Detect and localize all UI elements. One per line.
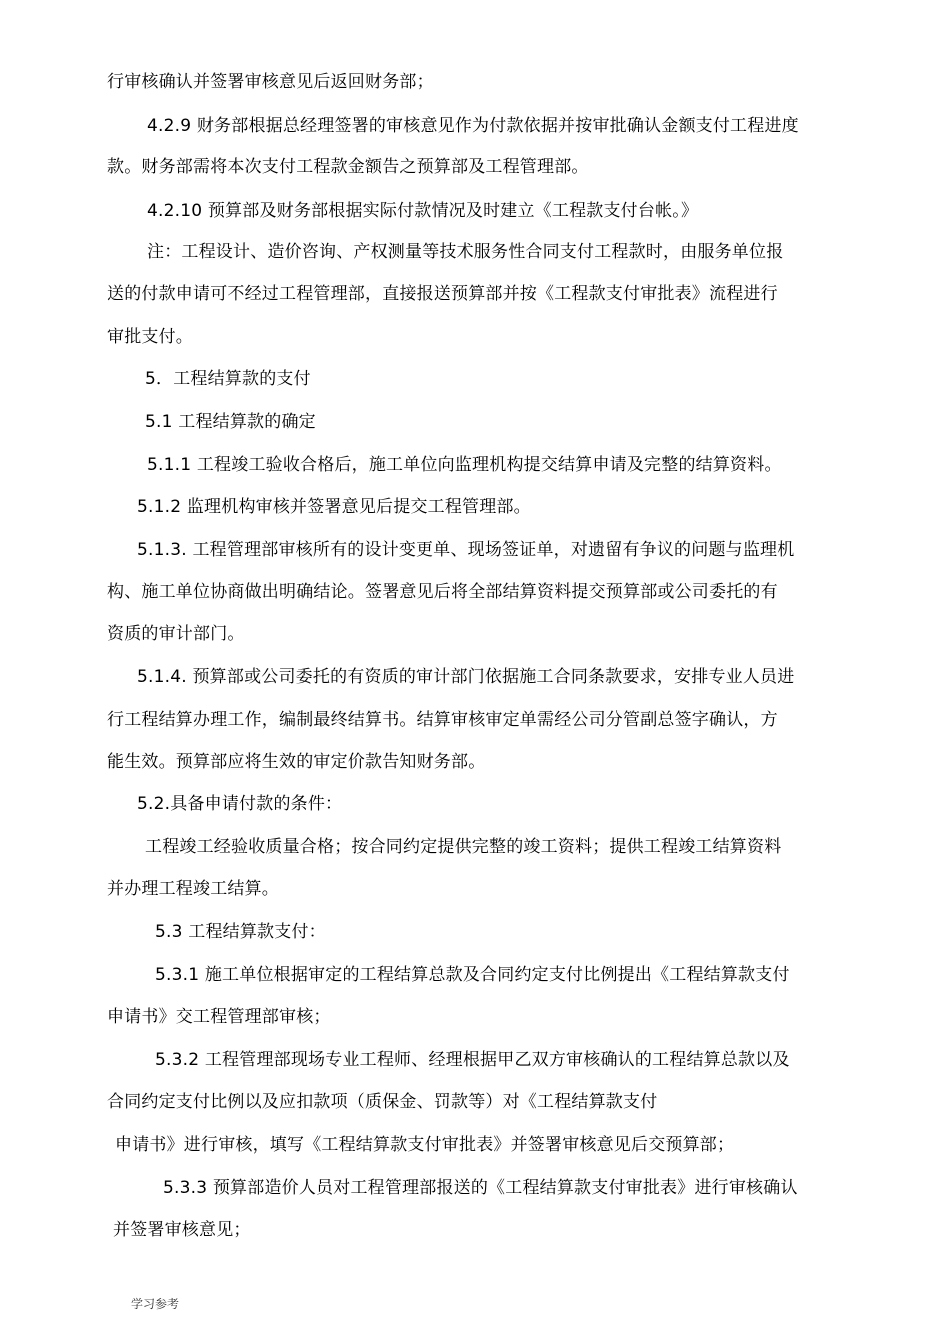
paragraph-line: 5.1.4. 预算部或公司委托的有资质的审计部门依据施工合同条款要求，安排专业人员进	[137, 667, 795, 687]
subsection-heading: 5.3 工程结算款支付：	[155, 922, 326, 942]
paragraph-line: 5.3.2 工程管理部现场专业工程师、经理根据甲乙双方审核确认的工程结算总款以及	[155, 1050, 790, 1070]
paragraph-line: 行审核确认并签署审核意见后返回财务部；	[107, 72, 434, 92]
paragraph-line: 审批支付。	[107, 327, 193, 347]
paragraph-line: 5.1.3. 工程管理部审核所有的设计变更单、现场签证单，对遗留有争议的问题与监理机	[137, 540, 795, 560]
paragraph-line: 注：工程设计、造价咨询、产权测量等技术服务性合同支付工程款时，由服务单位报	[147, 242, 784, 262]
paragraph-line: 并签署审核意见；	[113, 1220, 251, 1240]
paragraph-line: 5.3.1 施工单位根据审定的工程结算总款及合同约定支付比例提出《工程结算款支付	[155, 965, 790, 985]
paragraph-line: 并办理工程竣工结算。	[107, 879, 279, 899]
paragraph-line: 款。财务部需将本次支付工程款金额告之预算部及工程管理部。	[107, 157, 589, 177]
paragraph-line: 4.2.9 财务部根据总经理签署的审核意见作为付款依据并按审批确认金额支付工程进度	[147, 116, 799, 136]
paragraph-line: 能生效。预算部应将生效的审定价款告知财务部。	[107, 752, 486, 772]
section-heading: 5．工程结算款的支付	[145, 369, 311, 389]
paragraph-line: 5.3.3 预算部造价人员对工程管理部报送的《工程结算款支付审批表》进行审核确认	[163, 1178, 798, 1198]
paragraph-line: 构、施工单位协商做出明确结论。签署意见后将全部结算资料提交预算部或公司委托的有	[107, 582, 778, 602]
paragraph-line: 5.1.2 监理机构审核并签署意见后提交工程管理部。	[137, 497, 531, 517]
paragraph-line: 申请书》进行审核，填写《工程结算款支付审批表》并签署审核意见后交预算部；	[115, 1135, 735, 1155]
paragraph-line: 工程竣工经验收质量合格；按合同约定提供完整的竣工资料；提供工程竣工结算资料	[145, 837, 782, 857]
paragraph-line: 申请书》交工程管理部审核；	[107, 1007, 331, 1027]
subsection-heading: 5.1 工程结算款的确定	[145, 412, 316, 432]
page-footer: 学习参考	[131, 1297, 180, 1311]
paragraph-line: 送的付款申请可不经过工程管理部，直接报送预算部并按《工程款支付审批表》流程进行	[107, 284, 778, 304]
paragraph-line: 4.2.10 预算部及财务部根据实际付款情况及时建立《工程款支付台帐。》	[147, 201, 699, 221]
paragraph-line: 资质的审计部门。	[107, 624, 245, 644]
paragraph-line: 5.1.1 工程竣工验收合格后，施工单位向监理机构提交结算申请及完整的结算资料。	[147, 455, 782, 475]
paragraph-line: 行工程结算办理工作，编制最终结算书。结算审核审定单需经公司分管副总签字确认，方	[107, 710, 778, 730]
subsection-heading: 5.2.具备申请付款的条件：	[137, 794, 343, 814]
paragraph-line: 合同约定支付比例以及应扣款项（质保金、罚款等）对《工程结算款支付	[107, 1092, 658, 1112]
